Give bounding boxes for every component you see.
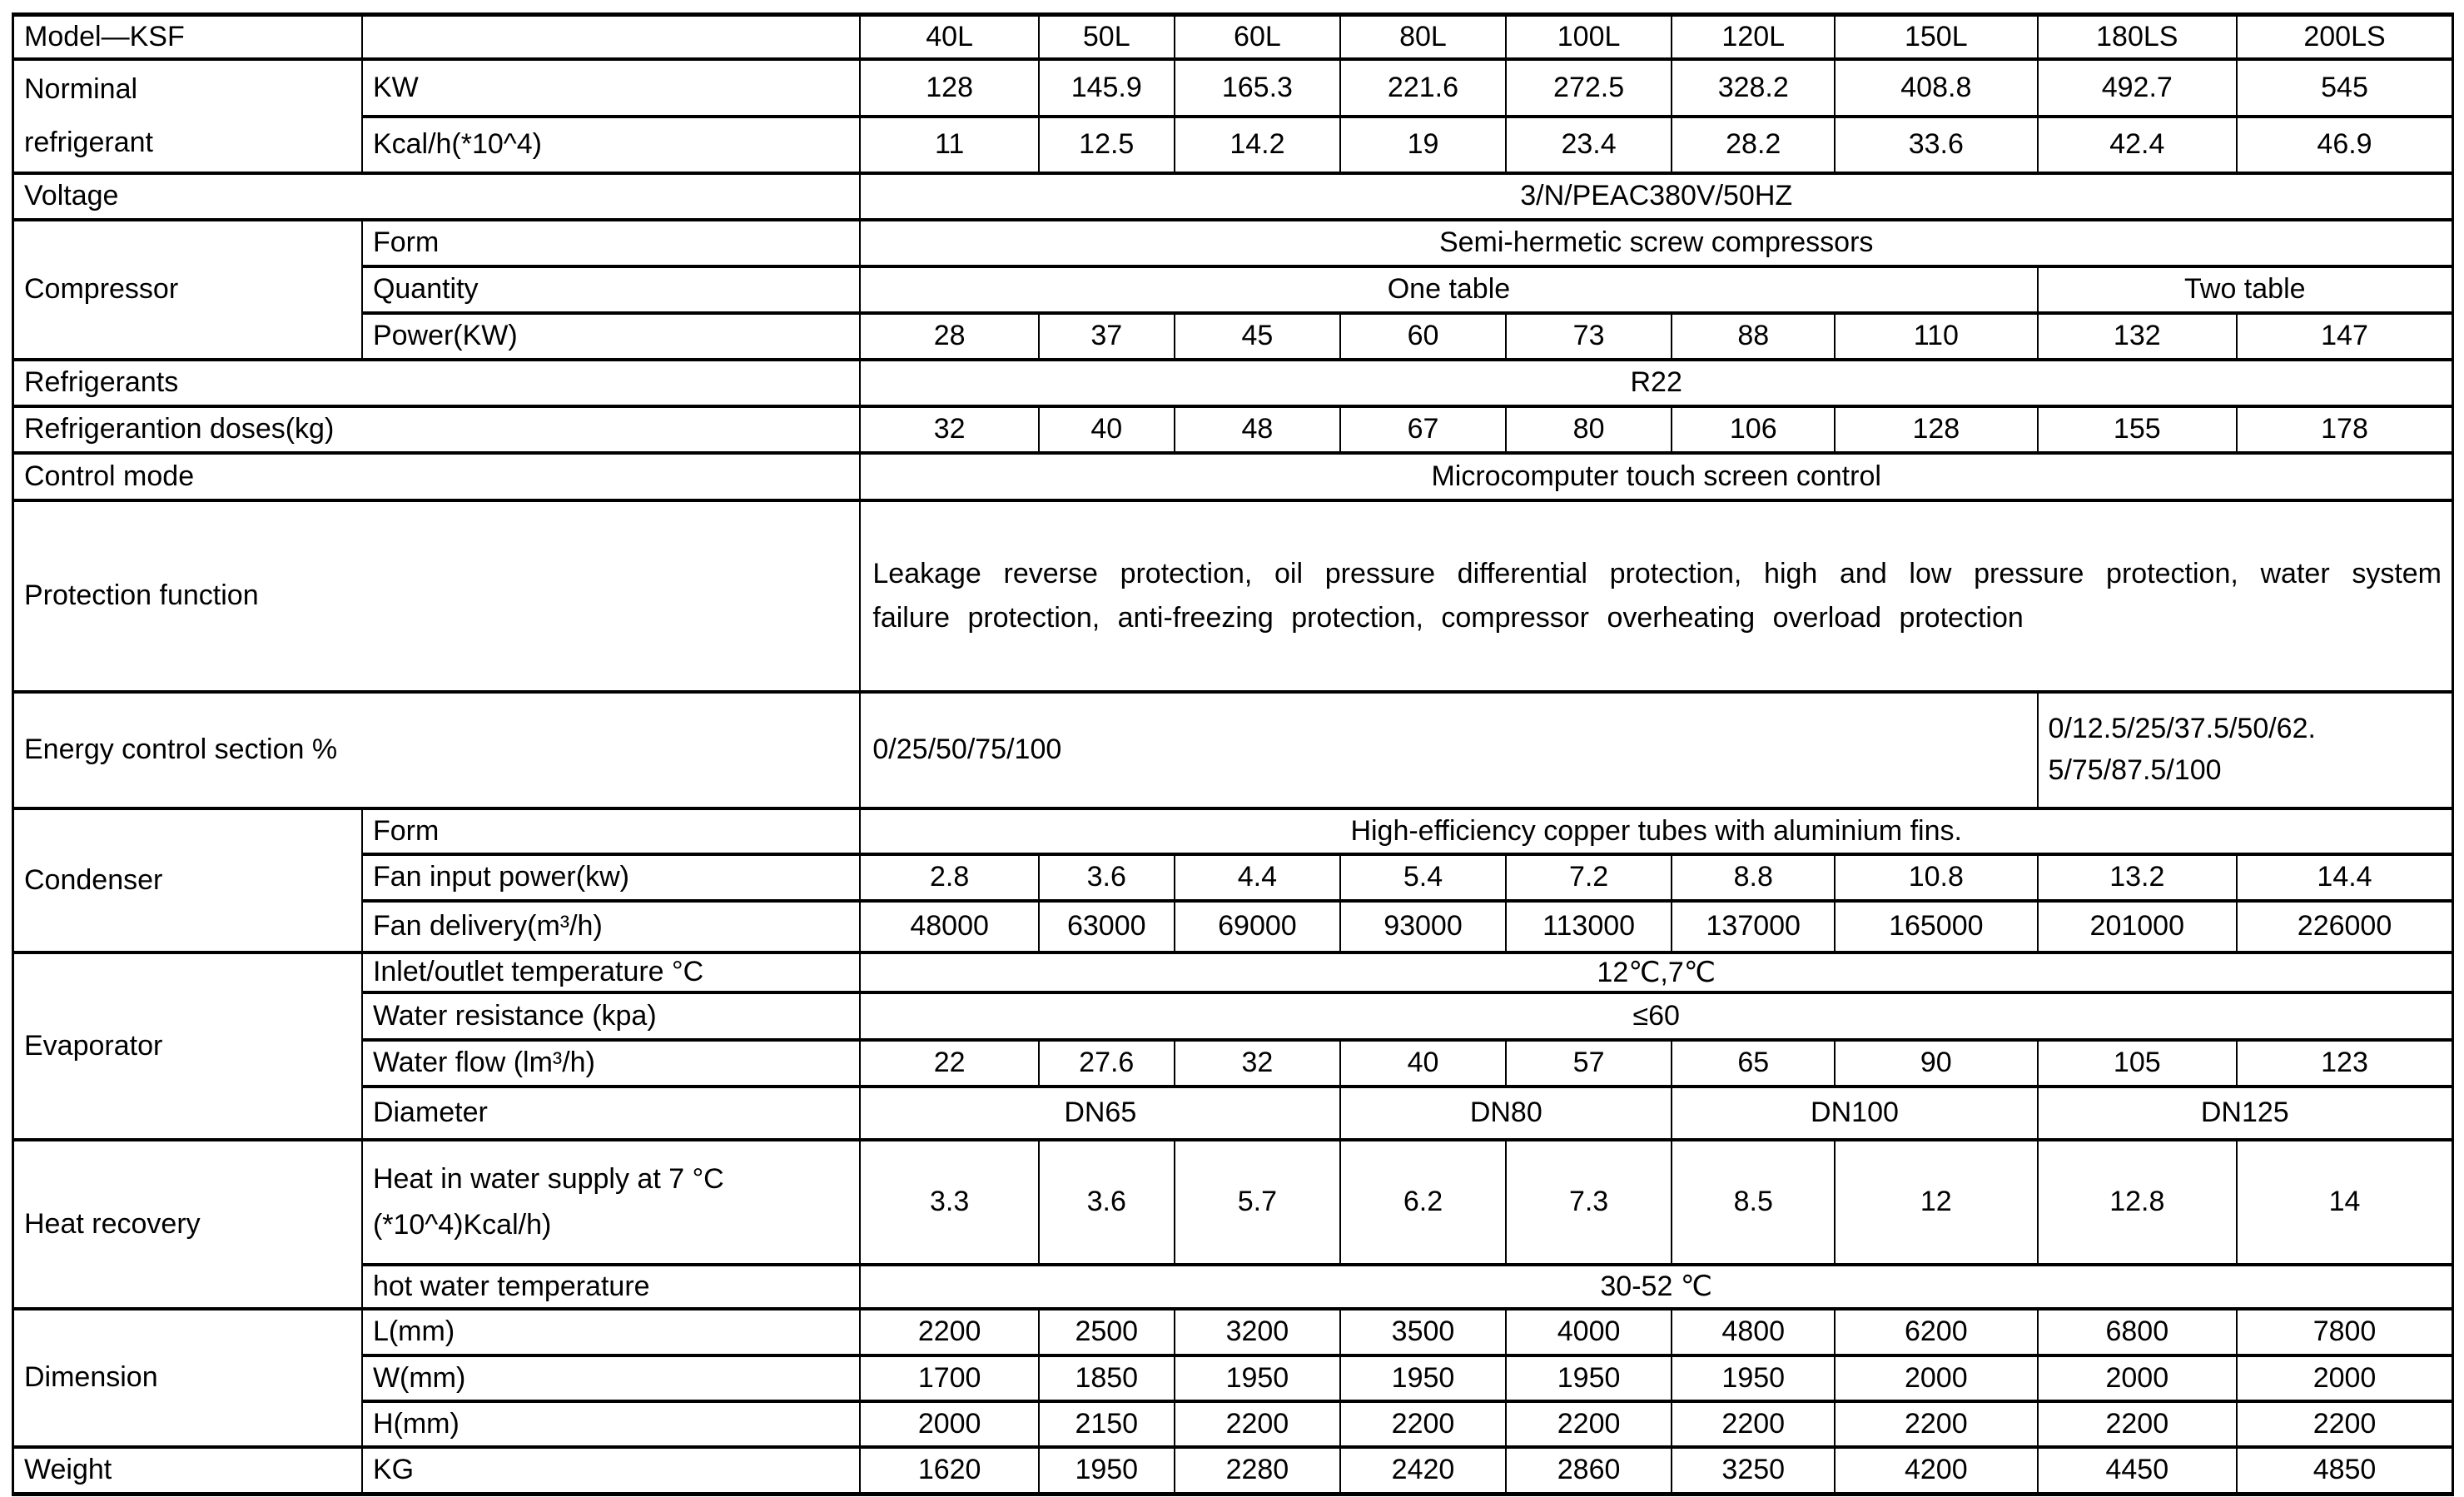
water-resistance-label: Water resistance (kpa) (362, 992, 860, 1040)
compressor-power-value: 88 (1672, 313, 1835, 360)
row-water-flow (13, 1040, 2453, 1087)
row-fan-input (13, 854, 2453, 901)
compressor-quantity-label: Quantity (362, 266, 860, 313)
nominal-kw-value: 165.3 (1175, 59, 1341, 117)
nominal-kw-value: 545 (2237, 59, 2452, 117)
dimension-h-value: 2150 (1039, 1401, 1175, 1447)
row-doses (13, 406, 2453, 453)
fan-input-value: 13.2 (2038, 854, 2237, 901)
dimension-w-value: 1950 (1672, 1355, 1835, 1401)
weight-kg-value: 3250 (1672, 1447, 1835, 1495)
weight-kg-value: 1620 (860, 1447, 1039, 1495)
fan-input-value: 7.2 (1506, 854, 1672, 901)
heat-supply-label: Heat in water supply at 7 °C (*10^4)Kcal/h) (362, 1140, 860, 1265)
nominal-kw-value: 408.8 (1835, 59, 2037, 117)
fan-input-value: 3.6 (1039, 854, 1175, 901)
nominal-kcal-value: 46.9 (2237, 117, 2452, 173)
compressor-power-value: 37 (1039, 313, 1175, 360)
row-dimension-l (13, 1309, 2453, 1355)
nominal-kcal-value: 42.4 (2038, 117, 2237, 173)
nominal-kw-value: 221.6 (1340, 59, 1506, 117)
weight-kg-value: 4450 (2038, 1447, 2237, 1495)
water-flow-value: 90 (1835, 1040, 2037, 1087)
nominal-kcal-value: 33.6 (1835, 117, 2037, 173)
water-flow-value: 22 (860, 1040, 1039, 1087)
nominal-kcal-value: 12.5 (1039, 117, 1175, 173)
nominal-kcal-value: 23.4 (1506, 117, 1672, 173)
nominal-kw-value: 272.5 (1506, 59, 1672, 117)
diameter-dn80: DN80 (1340, 1087, 1672, 1140)
fan-delivery-value: 69000 (1175, 901, 1341, 952)
dimension-l-value: 6200 (1835, 1309, 2037, 1355)
fan-input-value: 14.4 (2237, 854, 2452, 901)
heat-supply-value: 5.7 (1175, 1140, 1341, 1265)
row-diameter (13, 1087, 2453, 1140)
diameter-dn100: DN100 (1672, 1087, 2037, 1140)
dimension-h-value: 2000 (860, 1401, 1039, 1447)
row-nominal-kw (13, 59, 2453, 117)
water-flow-value: 40 (1340, 1040, 1506, 1087)
dimension-label: Dimension (13, 1309, 362, 1447)
dimension-w-value: 2000 (2237, 1355, 2452, 1401)
fan-input-label: Fan input power(kw) (362, 854, 860, 901)
dimension-l-value: 2200 (860, 1309, 1039, 1355)
energy-control-label: Energy control section % (13, 692, 861, 808)
dimension-l-value: 3200 (1175, 1309, 1341, 1355)
row-water-resistance (13, 992, 2453, 1040)
dimension-h-value: 2200 (1175, 1401, 1341, 1447)
doses-value: 48 (1175, 406, 1341, 453)
water-flow-value: 57 (1506, 1040, 1672, 1087)
weight-kg-value: 2420 (1340, 1447, 1506, 1495)
control-mode-label: Control mode (13, 453, 861, 500)
row-model-header (13, 15, 2453, 59)
fan-input-value: 5.4 (1340, 854, 1506, 901)
row-energy-control (13, 692, 2453, 808)
condenser-form-label: Form (362, 808, 860, 854)
voltage-value: 3/N/PEAC380V/50HZ (860, 173, 2452, 220)
dimension-h-value: 2200 (2038, 1401, 2237, 1447)
row-refrigerants (13, 360, 2453, 406)
row-heat-supply (13, 1140, 2453, 1265)
compressor-power-value: 73 (1506, 313, 1672, 360)
model-column-header: 50L (1039, 15, 1175, 59)
inlet-outlet-value: 12℃,7℃ (860, 952, 2452, 992)
row-compressor-form (13, 220, 2453, 266)
fan-input-value: 4.4 (1175, 854, 1341, 901)
fan-input-value: 8.8 (1672, 854, 1835, 901)
model-column-header: 40L (860, 15, 1039, 59)
refrigerants-label: Refrigerants (13, 360, 861, 406)
nominal-kw-value: 492.7 (2038, 59, 2237, 117)
nominal-refrigerant-label: Norminal refrigerant (13, 59, 362, 173)
dimension-h-value: 2200 (1340, 1401, 1506, 1447)
compressor-quantity-one: One table (860, 266, 2037, 313)
nominal-kcal-value: 28.2 (1672, 117, 1835, 173)
protection-label: Protection function (13, 500, 861, 692)
doses-value: 40 (1039, 406, 1175, 453)
compressor-power-value: 132 (2038, 313, 2237, 360)
model-column-header: 180LS (2038, 15, 2237, 59)
model-column-header: 100L (1506, 15, 1672, 59)
fan-delivery-value: 165000 (1835, 901, 2037, 952)
row-fan-delivery (13, 901, 2453, 952)
heat-supply-value: 6.2 (1340, 1140, 1506, 1265)
dimension-h-value: 2200 (2237, 1401, 2452, 1447)
nominal-kcal-value: 11 (860, 117, 1039, 173)
diameter-dn125: DN125 (2038, 1087, 2453, 1140)
weight-label: Weight (13, 1447, 362, 1495)
compressor-power-value: 147 (2237, 313, 2452, 360)
hot-water-temp-label: hot water temperature (362, 1265, 860, 1309)
model-header-spacer (362, 15, 860, 59)
dimension-w-value: 1850 (1039, 1355, 1175, 1401)
dimension-w-value: 1950 (1175, 1355, 1341, 1401)
doses-value: 106 (1672, 406, 1835, 453)
water-flow-value: 65 (1672, 1040, 1835, 1087)
fan-delivery-value: 48000 (860, 901, 1039, 952)
row-evaporator-inlet (13, 952, 2453, 992)
water-flow-value: 32 (1175, 1040, 1341, 1087)
kw-label: KW (362, 59, 860, 117)
dimension-l-value: 3500 (1340, 1309, 1506, 1355)
nominal-kw-value: 328.2 (1672, 59, 1835, 117)
heat-supply-value: 3.6 (1039, 1140, 1175, 1265)
heat-supply-value: 14 (2237, 1140, 2452, 1265)
row-control-mode (13, 453, 2453, 500)
compressor-power-value: 45 (1175, 313, 1341, 360)
water-resistance-value: ≤60 (860, 992, 2452, 1040)
dimension-w-label: W(mm) (362, 1355, 860, 1401)
heat-supply-value: 12.8 (2038, 1140, 2237, 1265)
model-column-header: 120L (1672, 15, 1835, 59)
water-flow-value: 27.6 (1039, 1040, 1175, 1087)
row-dimension-w (13, 1355, 2453, 1401)
dimension-l-value: 4800 (1672, 1309, 1835, 1355)
compressor-label: Compressor (13, 220, 362, 360)
fan-delivery-value: 93000 (1340, 901, 1506, 952)
model-column-header: 200LS (2237, 15, 2452, 59)
row-hot-water-temp (13, 1265, 2453, 1309)
nominal-kw-value: 128 (860, 59, 1039, 117)
weight-kg-value: 4850 (2237, 1447, 2452, 1495)
evaporator-label: Evaporator (13, 952, 362, 1140)
row-weight (13, 1447, 2453, 1495)
doses-label: Refrigerantion doses(kg) (13, 406, 861, 453)
weight-kg-value: 2860 (1506, 1447, 1672, 1495)
nominal-kcal-value: 14.2 (1175, 117, 1341, 173)
fan-input-value: 10.8 (1835, 854, 2037, 901)
dimension-l-value: 6800 (2038, 1309, 2237, 1355)
row-nominal-kcal (13, 117, 2453, 173)
dimension-l-value: 2500 (1039, 1309, 1175, 1355)
protection-value: Leakage reverse protection, oil pressure differential protection, high and low pressure protection, water system failure protection, anti-freezing protection, compressor overheating overload protection (860, 500, 2452, 692)
doses-value: 178 (2237, 406, 2452, 453)
fan-delivery-value: 63000 (1039, 901, 1175, 952)
compressor-form-value: Semi-hermetic screw compressors (860, 220, 2452, 266)
energy-control-standard-value: 0/25/50/75/100 (860, 692, 2037, 808)
heat-recovery-label: Heat recovery (13, 1140, 362, 1309)
weight-kg-value: 1950 (1039, 1447, 1175, 1495)
voltage-label: Voltage (13, 173, 861, 220)
heat-supply-value: 7.3 (1506, 1140, 1672, 1265)
compressor-power-value: 110 (1835, 313, 2037, 360)
heat-supply-value: 8.5 (1672, 1140, 1835, 1265)
condenser-label: Condenser (13, 808, 362, 952)
diameter-label: Diameter (362, 1087, 860, 1140)
hot-water-temp-value: 30-52 ℃ (860, 1265, 2452, 1309)
weight-kg-value: 4200 (1835, 1447, 2037, 1495)
row-compressor-quantity (13, 266, 2453, 313)
dimension-l-value: 4000 (1506, 1309, 1672, 1355)
condenser-form-value: High-efficiency copper tubes with aluminium fins. (860, 808, 2452, 854)
compressor-power-value: 28 (860, 313, 1039, 360)
dimension-w-value: 1950 (1340, 1355, 1506, 1401)
dimension-h-value: 2200 (1672, 1401, 1835, 1447)
doses-value: 128 (1835, 406, 2037, 453)
dimension-w-value: 2000 (2038, 1355, 2237, 1401)
dimension-l-label: L(mm) (362, 1309, 860, 1355)
fan-delivery-value: 226000 (2237, 901, 2452, 952)
kcal-label: Kcal/h(*10^4) (362, 117, 860, 173)
dimension-h-value: 2200 (1506, 1401, 1672, 1447)
row-compressor-power (13, 313, 2453, 360)
doses-value: 80 (1506, 406, 1672, 453)
dimension-l-value: 7800 (2237, 1309, 2452, 1355)
model-column-header: 80L (1340, 15, 1506, 59)
dimension-w-value: 2000 (1835, 1355, 2037, 1401)
compressor-power-value: 60 (1340, 313, 1506, 360)
weight-kg-value: 2280 (1175, 1447, 1341, 1495)
weight-kg-label: KG (362, 1447, 860, 1495)
diameter-dn65: DN65 (860, 1087, 1340, 1140)
compressor-power-label: Power(KW) (362, 313, 860, 360)
row-condenser-form (13, 808, 2453, 854)
heat-supply-value: 12 (1835, 1140, 2037, 1265)
fan-input-value: 2.8 (860, 854, 1039, 901)
fan-delivery-label: Fan delivery(m³/h) (362, 901, 860, 952)
water-flow-value: 105 (2038, 1040, 2237, 1087)
nominal-kw-value: 145.9 (1039, 59, 1175, 117)
row-dimension-h (13, 1401, 2453, 1447)
control-mode-value: Microcomputer touch screen control (860, 453, 2452, 500)
compressor-quantity-two: Two table (2038, 266, 2453, 313)
dimension-w-value: 1950 (1506, 1355, 1672, 1401)
spec-table (12, 12, 2454, 1496)
doses-value: 67 (1340, 406, 1506, 453)
fan-delivery-value: 113000 (1506, 901, 1672, 952)
refrigerants-value: R22 (860, 360, 2452, 406)
water-flow-label: Water flow (lm³/h) (362, 1040, 860, 1087)
dimension-w-value: 1700 (860, 1355, 1039, 1401)
water-flow-value: 123 (2237, 1040, 2452, 1087)
model-column-header: 60L (1175, 15, 1341, 59)
nominal-kcal-value: 19 (1340, 117, 1506, 173)
fan-delivery-value: 201000 (2038, 901, 2237, 952)
heat-supply-value: 3.3 (860, 1140, 1039, 1265)
dimension-h-value: 2200 (1835, 1401, 2037, 1447)
model-series-label: Model—KSF (13, 15, 362, 59)
doses-value: 155 (2038, 406, 2237, 453)
doses-value: 32 (860, 406, 1039, 453)
fan-delivery-value: 137000 (1672, 901, 1835, 952)
compressor-form-label: Form (362, 220, 860, 266)
model-column-header: 150L (1835, 15, 2037, 59)
dimension-h-label: H(mm) (362, 1401, 860, 1447)
energy-control-ls-value: 0/12.5/25/37.5/50/62.5/75/87.5/100 (2038, 692, 2453, 808)
row-voltage (13, 173, 2453, 220)
row-protection (13, 500, 2453, 692)
inlet-outlet-label: Inlet/outlet temperature °C (362, 952, 860, 992)
